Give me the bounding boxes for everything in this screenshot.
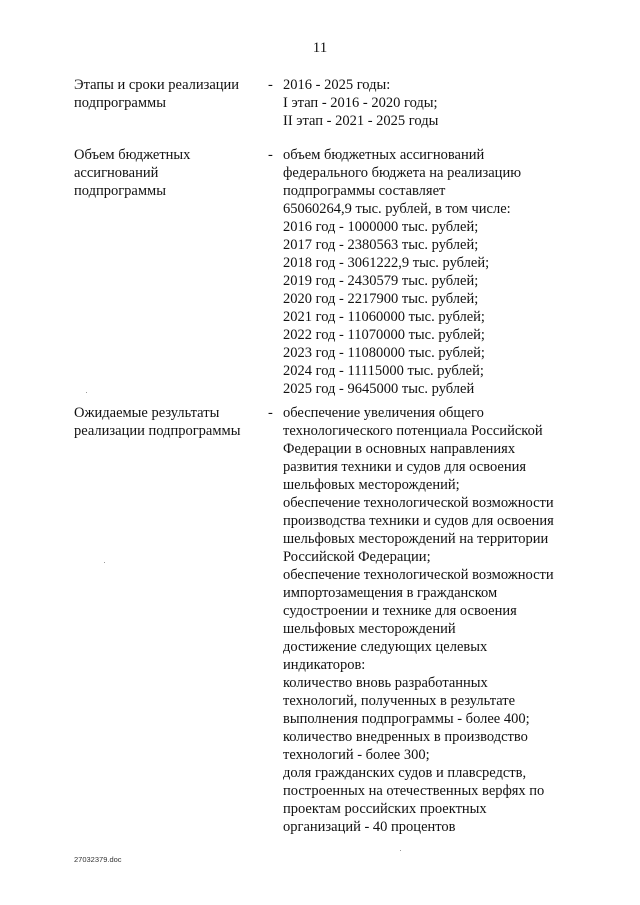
- content-line: обеспечение увеличения общего: [283, 405, 484, 421]
- content-line: 2018 год - 3061222,9 тыс. рублей;: [283, 255, 490, 271]
- content-line: 2016 год - 1000000 тыс. рублей;: [283, 219, 479, 235]
- dash-separator: -: [268, 147, 273, 163]
- content-line: обеспечение технологической возможности: [283, 567, 554, 583]
- content-line: импортозамещения в гражданском: [283, 585, 498, 601]
- content-line: построенных на отечественных верфях по: [283, 783, 545, 799]
- content-line: 65060264,9 тыс. рублей, в том числе:: [283, 201, 511, 217]
- content-line: шельфовых месторождений;: [283, 477, 460, 493]
- content-line: производства техники и судов для освоения: [283, 513, 554, 529]
- document-footer: 27032379.doc: [74, 855, 122, 864]
- content-line: достижение следующих целевых: [283, 639, 488, 655]
- content-line: I этап - 2016 - 2020 годы;: [283, 95, 438, 111]
- content-line: количество вновь разработанных: [283, 675, 488, 691]
- content-line: 2017 год - 2380563 тыс. рублей;: [283, 237, 479, 253]
- section-content: [283, 146, 583, 398]
- page-number: 11: [312, 40, 328, 56]
- content-line: 2019 год - 2430579 тыс. рублей;: [283, 273, 479, 289]
- content-line: доля гражданских судов и плавсредств,: [283, 765, 527, 781]
- content-line: технологического потенциала Российской: [283, 423, 543, 439]
- content-line: шельфовых месторождений на территории: [283, 531, 549, 547]
- content-line: шельфовых месторождений: [283, 621, 456, 637]
- content-line: II этап - 2021 - 2025 годы: [283, 113, 439, 129]
- scan-speck: [400, 850, 401, 851]
- content-line: федерального бюджета на реализацию: [283, 165, 522, 181]
- section-label: Ожидаемые результаты реализации подпрограммы: [74, 405, 241, 439]
- content-line: индикаторов:: [283, 657, 366, 673]
- section-label: Этапы и сроки реализации подпрограммы: [74, 77, 240, 111]
- content-line: Федерации в основных направлениях: [283, 441, 516, 457]
- content-line: технологий, полученных в результате: [283, 693, 516, 709]
- content-line: Российской Федерации;: [283, 549, 431, 565]
- section-content: [283, 76, 583, 130]
- content-line: 2021 год - 11060000 тыс. рублей;: [283, 309, 485, 325]
- scan-speck: [86, 392, 87, 393]
- content-line: обеспечение технологической возможности: [283, 495, 554, 511]
- content-line: 2024 год - 11115000 тыс. рублей;: [283, 363, 484, 379]
- content-line: выполнения подпрограммы - более 400;: [283, 711, 530, 727]
- content-line: объем бюджетных ассигнований: [283, 147, 485, 163]
- content-line: подпрограммы составляет: [283, 183, 446, 199]
- content-line: количество внедренных в производство: [283, 729, 528, 745]
- content-line: развития техники и судов для освоения: [283, 459, 527, 475]
- content-line: 2020 год - 2217900 тыс. рублей;: [283, 291, 479, 307]
- content-line: 2025 год - 9645000 тыс. рублей: [283, 381, 475, 397]
- content-line: судостроении и технике для освоения: [283, 603, 517, 619]
- content-line: 2016 - 2025 годы:: [283, 77, 391, 93]
- scan-speck: [104, 562, 105, 563]
- content-line: технологий - более 300;: [283, 747, 430, 763]
- dash-separator: -: [268, 405, 273, 421]
- content-line: 2022 год - 11070000 тыс. рублей;: [283, 327, 485, 343]
- content-line: проектам российских проектных: [283, 801, 487, 817]
- section-label: Объем бюджетных ассигнований подпрограммы: [74, 147, 191, 199]
- content-line: организаций - 40 процентов: [283, 819, 456, 835]
- section-content: [283, 404, 583, 836]
- content-line: 2023 год - 11080000 тыс. рублей;: [283, 345, 485, 361]
- dash-separator: -: [268, 77, 273, 93]
